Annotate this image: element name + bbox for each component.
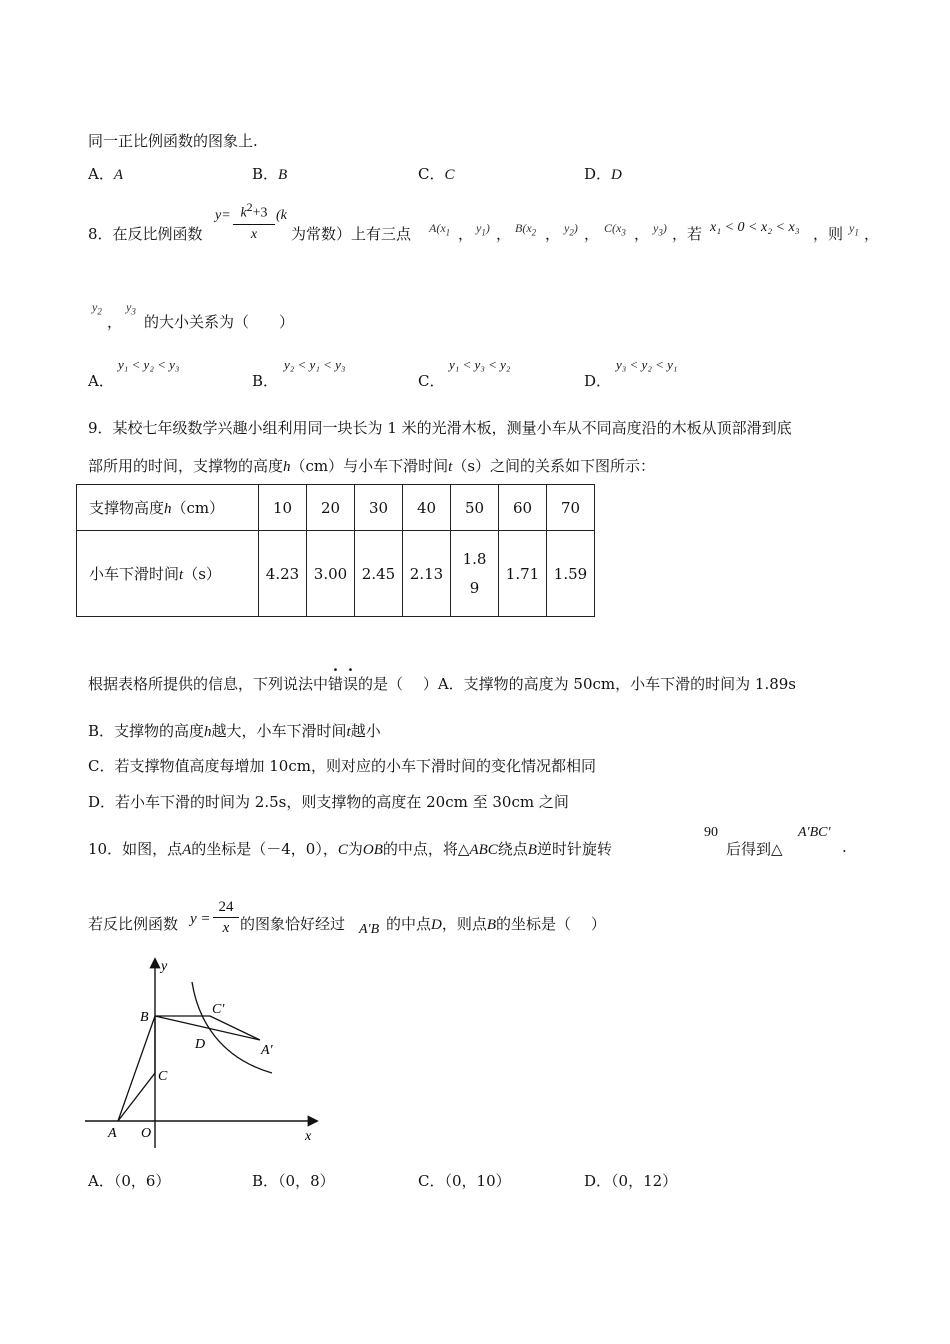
q9-var-h: h <box>283 459 291 475</box>
option-label: D． <box>584 165 612 183</box>
q8-option-b-label[interactable]: B． <box>252 372 279 390</box>
table-cell: 4.23 <box>259 531 307 617</box>
comma: ， <box>496 225 512 243</box>
option-value: （0，8） <box>278 1172 335 1190</box>
q10-triangle-2: A′BC′ <box>798 825 831 840</box>
q8-point-b-y: $y_2$) <box>564 221 578 238</box>
header-text: 支撑物高度 <box>89 499 165 517</box>
header-unit: （s） <box>183 565 221 583</box>
comma: ， <box>107 313 123 331</box>
option-value: （0，10） <box>444 1172 511 1190</box>
triangle-abc <box>118 1016 155 1121</box>
q10-l1-e: 绕点 <box>497 840 528 858</box>
q10-option-b[interactable] <box>252 1170 335 1191</box>
table-cell: 3.00 <box>307 531 355 617</box>
point-b-x: B(x <box>515 221 532 235</box>
q8-y2: $y_2$ <box>92 300 102 317</box>
comma: ， <box>458 225 474 243</box>
point-a-sub: 1 <box>445 227 451 238</box>
comma: ， <box>634 225 650 243</box>
q9-option-d[interactable]: D．若小车下滑的时间为 2.5s，则支撑物的高度在 20cm 至 30cm 之间 <box>88 793 569 811</box>
q8-ruo: ，若 <box>672 225 703 243</box>
label-b: B <box>140 1010 149 1025</box>
q9-stem-emphasis-1: 错 <box>328 675 344 693</box>
point-b-y: y <box>564 221 570 235</box>
q10-degree: 90 <box>704 825 718 840</box>
option-label: D． <box>584 1172 612 1190</box>
option-label: B． <box>252 165 279 183</box>
q8-ze: ，则 <box>813 225 844 243</box>
q7-option-c[interactable] <box>418 163 455 184</box>
point-a-y-sub: 1 <box>481 227 486 238</box>
q8-option-b-expr[interactable]: y₂ < y₁ < y₃ <box>284 357 346 372</box>
q9-line1: 9．某校七年级数学兴趣小组利用同一块长为 1 米的光滑木板，测量小车从不同高度沿的木板从顶部滑到底 <box>88 419 792 437</box>
q10-segment: A′B <box>359 922 380 937</box>
q8-point-a-y: $y_1$) <box>476 221 490 238</box>
q10-var-d: D <box>431 917 442 933</box>
q9-stem <box>88 673 796 694</box>
point-a-x: A(x <box>429 221 446 235</box>
q10-l1-c: 为 <box>347 840 363 858</box>
q9-data-table <box>76 484 595 617</box>
q8-denominator: x <box>250 226 258 242</box>
q9-line2-b: （cm）与小车下滑时间 <box>290 457 449 475</box>
option-label: C． <box>418 165 445 183</box>
q8-numerator-k: k <box>240 205 247 221</box>
q10-var-abc: ABC <box>469 842 498 858</box>
q8-point-a <box>429 221 450 237</box>
row-header-time <box>77 531 259 617</box>
q7-option-a[interactable] <box>88 163 123 184</box>
label-c-prime: C′ <box>212 1002 225 1017</box>
option-label: B． <box>252 1172 279 1190</box>
comma: ， <box>864 225 880 243</box>
q8-mid: 为常数）上有三点 <box>291 225 412 243</box>
option-value: B <box>278 167 288 183</box>
table-cell: 60 <box>499 485 547 531</box>
q10-l1-d: 的中点，将△ <box>382 840 470 858</box>
table-cell: 40 <box>403 485 451 531</box>
label-o: O <box>141 1126 152 1141</box>
q10-l2-c: 的中点 <box>386 915 432 933</box>
option-label: A． <box>88 165 114 183</box>
opt-b-var-h: h <box>204 724 212 740</box>
table-cell: 10 <box>259 485 307 531</box>
q8-option-d-expr[interactable]: y₃ < y₂ < y₁ <box>616 357 678 372</box>
header-unit: （cm） <box>171 499 225 517</box>
point-c-sub: 3 <box>621 227 626 238</box>
q9-option-c[interactable]: C．若支撑物值高度每增加 10cm，则对应的小车下滑时间的变化情况都相同 <box>88 757 596 775</box>
table-cell: 30 <box>355 485 403 531</box>
y1-var: y <box>849 221 855 235</box>
q8-option-c-label[interactable]: C． <box>418 372 445 390</box>
table-cell: 50 <box>451 485 499 531</box>
x-axis-label: x <box>305 1129 312 1144</box>
q8-option-c-expr[interactable]: y₁ < y₃ < y₂ <box>449 357 511 372</box>
q10-fraction <box>213 897 239 938</box>
q10-option-c[interactable] <box>418 1170 511 1191</box>
q9-option-b[interactable] <box>88 720 381 741</box>
q8-line2-tail: 的大小关系为（ ） <box>144 313 295 331</box>
option-label: A． <box>88 1172 114 1190</box>
q10-l1-a: 10．如图，点 <box>88 840 183 858</box>
q8-y1: $y_1$ <box>849 221 859 238</box>
table-cell: 2.13 <box>403 531 451 617</box>
table-cell: 1.71 <box>499 531 547 617</box>
q10-l1-g: 后得到△ <box>726 840 783 858</box>
q7-option-d[interactable] <box>584 163 622 184</box>
q10-var-ob: OB <box>362 842 383 858</box>
option-value: C <box>444 167 455 183</box>
opt-b-var-t: t <box>346 724 351 740</box>
point-c-y: y <box>653 221 659 235</box>
q8-fraction <box>233 197 275 245</box>
q8-numerator-exp: 2 <box>246 200 253 214</box>
q10-l2-a: 若反比例函数 <box>88 915 179 933</box>
q10-l2-rest <box>386 913 606 934</box>
option-value: （0，12） <box>611 1172 678 1190</box>
q10-l2-d: ，则点 <box>441 915 487 933</box>
q8-condition: x₁ < 0 < x₂ < x₃ <box>710 220 800 235</box>
header-var: h <box>164 501 172 517</box>
q8-point-c-y: $y_3$) <box>653 221 667 238</box>
option-value: （0，6） <box>113 1172 171 1190</box>
q9-stem-emphasis-2: 误 <box>343 675 359 693</box>
q10-var-c: C <box>337 842 348 858</box>
point-b-sub: 2 <box>531 227 537 238</box>
q10-option-d[interactable] <box>584 1170 677 1191</box>
q10-l2-e: 的坐标是（ ） <box>496 915 606 933</box>
q8-option-a-label[interactable]: A． <box>88 372 114 390</box>
label-a: A <box>108 1126 117 1141</box>
point-c-y-sub: 3 <box>658 227 663 238</box>
point-b-y-sub: 2 <box>569 227 574 238</box>
q10-line1 <box>88 838 612 859</box>
q9-line2 <box>88 455 655 476</box>
q10-option-a[interactable] <box>88 1170 170 1191</box>
q8-prefix: 8．在反比例函数 <box>88 225 203 243</box>
option-value: A <box>113 167 124 183</box>
q10-l2-b: 的图象恰好经过 <box>240 915 346 933</box>
label-d: D <box>195 1037 206 1052</box>
opt-b-b: 越大，小车下滑时间 <box>211 722 347 740</box>
q10-var-b2: B <box>486 917 497 933</box>
q8-numerator-tail: +3 <box>252 205 268 221</box>
y-axis-label: y <box>161 959 168 974</box>
triangle-a2bc2 <box>155 1016 260 1040</box>
q10-figure <box>80 950 330 1150</box>
q8-function-y: y= <box>215 208 231 223</box>
table-cell: 1.89 <box>451 531 499 617</box>
q10-y-eq: y = <box>190 911 211 927</box>
q9-var-t: t <box>448 459 453 475</box>
question-7-tail: 同一正比例函数的图象上. <box>88 132 258 150</box>
q8-option-a-expr[interactable]: y₁ < y₂ < y₃ <box>118 357 180 372</box>
label-a-prime: A′ <box>261 1043 273 1058</box>
point-a-y: y <box>476 221 482 235</box>
q9-stem-a: 根据表格所提供的信息，下列说法中 <box>88 675 329 693</box>
table-cell: 1.59 <box>547 531 595 617</box>
q10-period: . <box>842 838 847 856</box>
opt-b-c: 越小 <box>350 722 381 740</box>
q8-point-c <box>604 221 626 237</box>
q10-l1-f: 逆时针旋转 <box>536 840 612 858</box>
q10-var-a: A <box>182 842 192 858</box>
q8-option-d-label[interactable]: D． <box>584 372 612 390</box>
point-c-x: C(x <box>604 221 622 235</box>
table-cell: 70 <box>547 485 595 531</box>
q7-option-b[interactable] <box>252 163 287 184</box>
table-cell: 2.45 <box>355 531 403 617</box>
q10-l1-b: 的坐标是（－4，0）， <box>191 840 338 858</box>
q9-line2-c: （s）之间的关系如下图所示： <box>452 457 656 475</box>
q10-numerator: 24 <box>213 897 239 918</box>
header-var: t <box>179 567 184 583</box>
q8-k-paren: (k <box>276 208 287 223</box>
q8-y3: $y_3$ <box>126 300 136 317</box>
option-value: D <box>611 167 622 183</box>
q10-denominator: x <box>222 920 230 936</box>
header-text: 小车下滑时间 <box>89 565 180 583</box>
comma: ， <box>584 225 600 243</box>
q8-point-b <box>515 221 536 237</box>
row-header-height <box>77 485 259 531</box>
q9-line2-a: 部所用的时间，支撑物的高度 <box>88 457 284 475</box>
comma: ， <box>545 225 561 243</box>
table-cell: 20 <box>307 485 355 531</box>
table-row <box>77 531 595 617</box>
option-label: C． <box>418 1172 445 1190</box>
q9-stem-b[interactable]: 的是（ ）A．支撑物的高度为 50cm，小车下滑的时间为 1.89s <box>358 675 796 693</box>
q10-var-b: B <box>527 842 537 858</box>
opt-b-a: B．支撑物的高度 <box>88 722 205 740</box>
label-c: C <box>158 1069 168 1084</box>
table-row <box>77 485 595 531</box>
